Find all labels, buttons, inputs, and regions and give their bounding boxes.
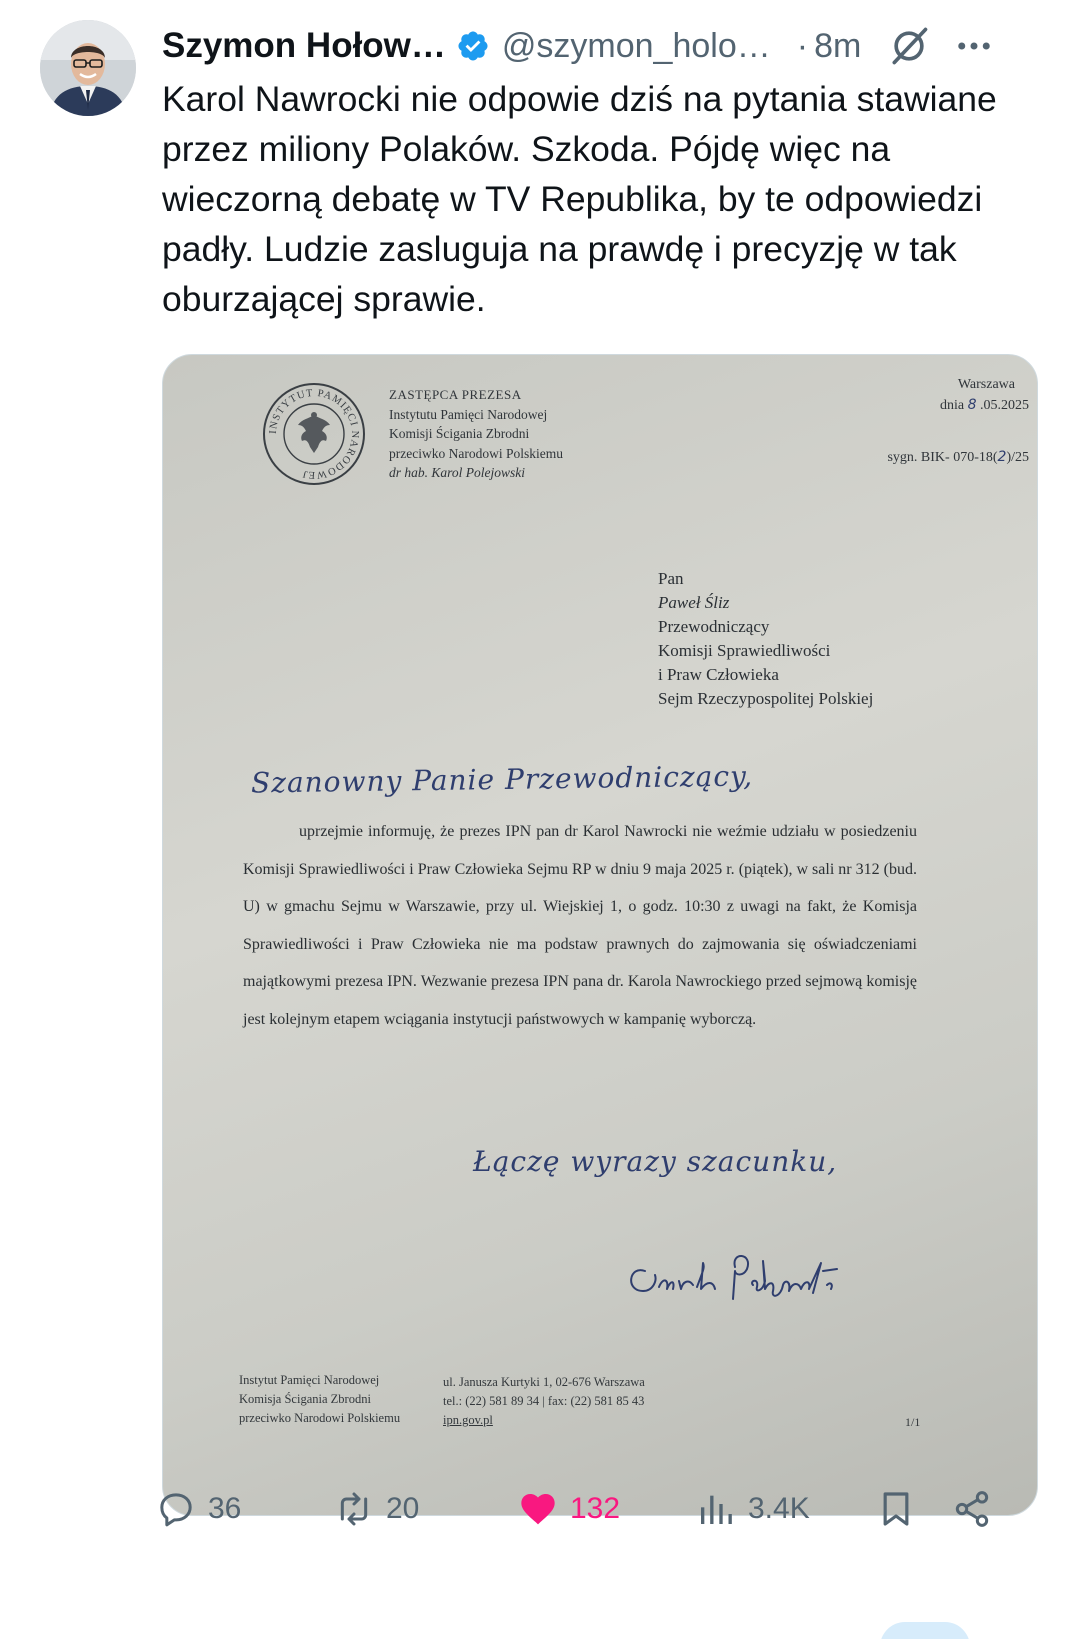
letter-city: Warszawa — [957, 377, 1015, 392]
letter-place-date — [819, 375, 1029, 416]
office-line: Komisji Ścigania Zbrodni — [389, 426, 530, 441]
recipient-line: Komisji Sprawiedliwości — [658, 641, 831, 660]
bookmark-button[interactable] — [876, 1484, 916, 1534]
handwritten-signature — [623, 1241, 853, 1311]
letter-salutation-handwritten: Szanowny Panie Przewodniczący, — [250, 759, 754, 800]
avatar-photo — [40, 20, 136, 116]
repost-button[interactable] — [334, 1484, 419, 1534]
timestamp[interactable]: 8m — [814, 26, 862, 65]
footer-phone: tel.: (22) 581 89 34 | fax: (22) 581 85 43 — [443, 1394, 645, 1408]
reply-count: 36 — [208, 1492, 242, 1525]
compose-fab-edge[interactable] — [880, 1622, 970, 1639]
separator-dot: · — [796, 26, 809, 65]
heart-icon — [518, 1489, 558, 1529]
repost-count: 20 — [386, 1492, 420, 1525]
office-title: ZASTĘPCA PREZESA — [389, 387, 522, 402]
sygn-number-handwritten: 2 — [997, 449, 1007, 465]
bookmark-icon — [876, 1489, 916, 1529]
avatar[interactable] — [40, 20, 136, 116]
footer-url: ipn.gov.pl — [443, 1413, 493, 1427]
office-line: przeciwko Narodowi Polskiemu — [389, 445, 563, 461]
letter-recipient — [658, 567, 873, 711]
tweet-text: Karol Nawrocki nie odpowie dziś na pytania stawiane przez miliony Polaków. Szkoda. Pójdę więc na wieczorną debatę w TV Republika, by te odpowiedzi padły. Ludzie zasluguja na prawdę i precyzję w tak oburzającej sprawie. — [162, 79, 997, 319]
letter-date — [819, 395, 1029, 416]
reply-icon — [156, 1489, 196, 1529]
office-header — [389, 385, 563, 483]
share-button[interactable] — [952, 1484, 992, 1534]
office-signer: dr hab. Karol Polejowski — [389, 465, 526, 480]
footer-line: Komisja Ścigania Zbrodni — [239, 1392, 371, 1406]
views-count: 3.4K — [748, 1492, 810, 1525]
letter-footer-contact — [443, 1373, 645, 1430]
recipient-line: Przewodniczący — [658, 617, 770, 636]
tweet-action-bar — [156, 1484, 1046, 1534]
letter-page-number: 1/1 — [905, 1415, 921, 1429]
like-button[interactable] — [518, 1484, 620, 1534]
author-handle[interactable]: @szymon_holo… — [501, 26, 771, 65]
like-count: 132 — [570, 1492, 621, 1525]
recipient-name: Paweł Śliz — [658, 593, 730, 612]
office-line: Instytutu Pamięci Narodowej — [389, 406, 548, 422]
tweet-header — [162, 22, 1050, 70]
repost-icon — [334, 1489, 374, 1529]
letter-closing-handwritten: Łączę wyrazy szacunku, — [473, 1145, 838, 1178]
date-prefix: dnia — [939, 398, 965, 413]
footer-line: Instytut Pamięci Narodowej — [239, 1373, 380, 1387]
footer-address: ul. Janusza Kurtyki 1, 02-676 Warszawa — [443, 1375, 645, 1389]
sygn-suffix: )/25 — [1006, 450, 1029, 465]
share-icon — [952, 1489, 992, 1529]
views-icon — [696, 1489, 736, 1529]
tweet-image[interactable] — [162, 354, 1038, 1516]
footer-line: przeciwko Narodowi Polskiemu — [239, 1411, 401, 1425]
more-icon[interactable] — [953, 25, 995, 67]
author-name[interactable]: Szymon Hołow… — [162, 26, 446, 65]
letter-reference — [753, 449, 1029, 466]
reply-button[interactable] — [156, 1484, 241, 1534]
verified-badge-icon — [456, 29, 490, 63]
seal-text: INSTYTUT PAMIĘCI NARODOWEJ — [267, 387, 361, 481]
date-rest: .05.2025 — [980, 398, 1029, 413]
recipient-honorific: Pan — [658, 569, 684, 588]
sygn-prefix: sygn. BIK- 070-18( — [887, 450, 998, 465]
grok-icon[interactable] — [887, 24, 931, 68]
views-button[interactable] — [696, 1484, 810, 1534]
recipient-line: i Praw Człowieka — [658, 665, 779, 684]
ipn-seal-icon — [261, 381, 367, 487]
date-day-handwritten: 8 — [967, 397, 977, 413]
letter-body: uprzejmie informuję, że prezes IPN pan dr Karol Nawrocki nie weźmie udziału w posiedzeniu Komisji Sprawiedliwości i Praw Człowieka Sejmu RP w dniu 9 maja 2025 r. (piątek), w sali nr 312 (bud. U) w gmachu Sejmu w Warszawie, przy ul. Wiejskiej 1, o godz. 10:30 z uwagi na fakt, że Komisja Sprawiedliwości i Praw Człowieka nie ma podstaw prawnych do zajmowania się oświadczeniami majątkowymi prezesa IPN. Wezwanie prezesa IPN pana dr. Karola Nawrockiego przed sejmową komisję jest kolejnym etapem wciągania instytucji państwowych w kampanię wyborczą. — [243, 823, 917, 1028]
letter-footer-institution — [239, 1371, 400, 1428]
recipient-line: Sejm Rzeczypospolitej Polskiej — [658, 689, 874, 708]
letter-document — [163, 355, 1038, 1516]
